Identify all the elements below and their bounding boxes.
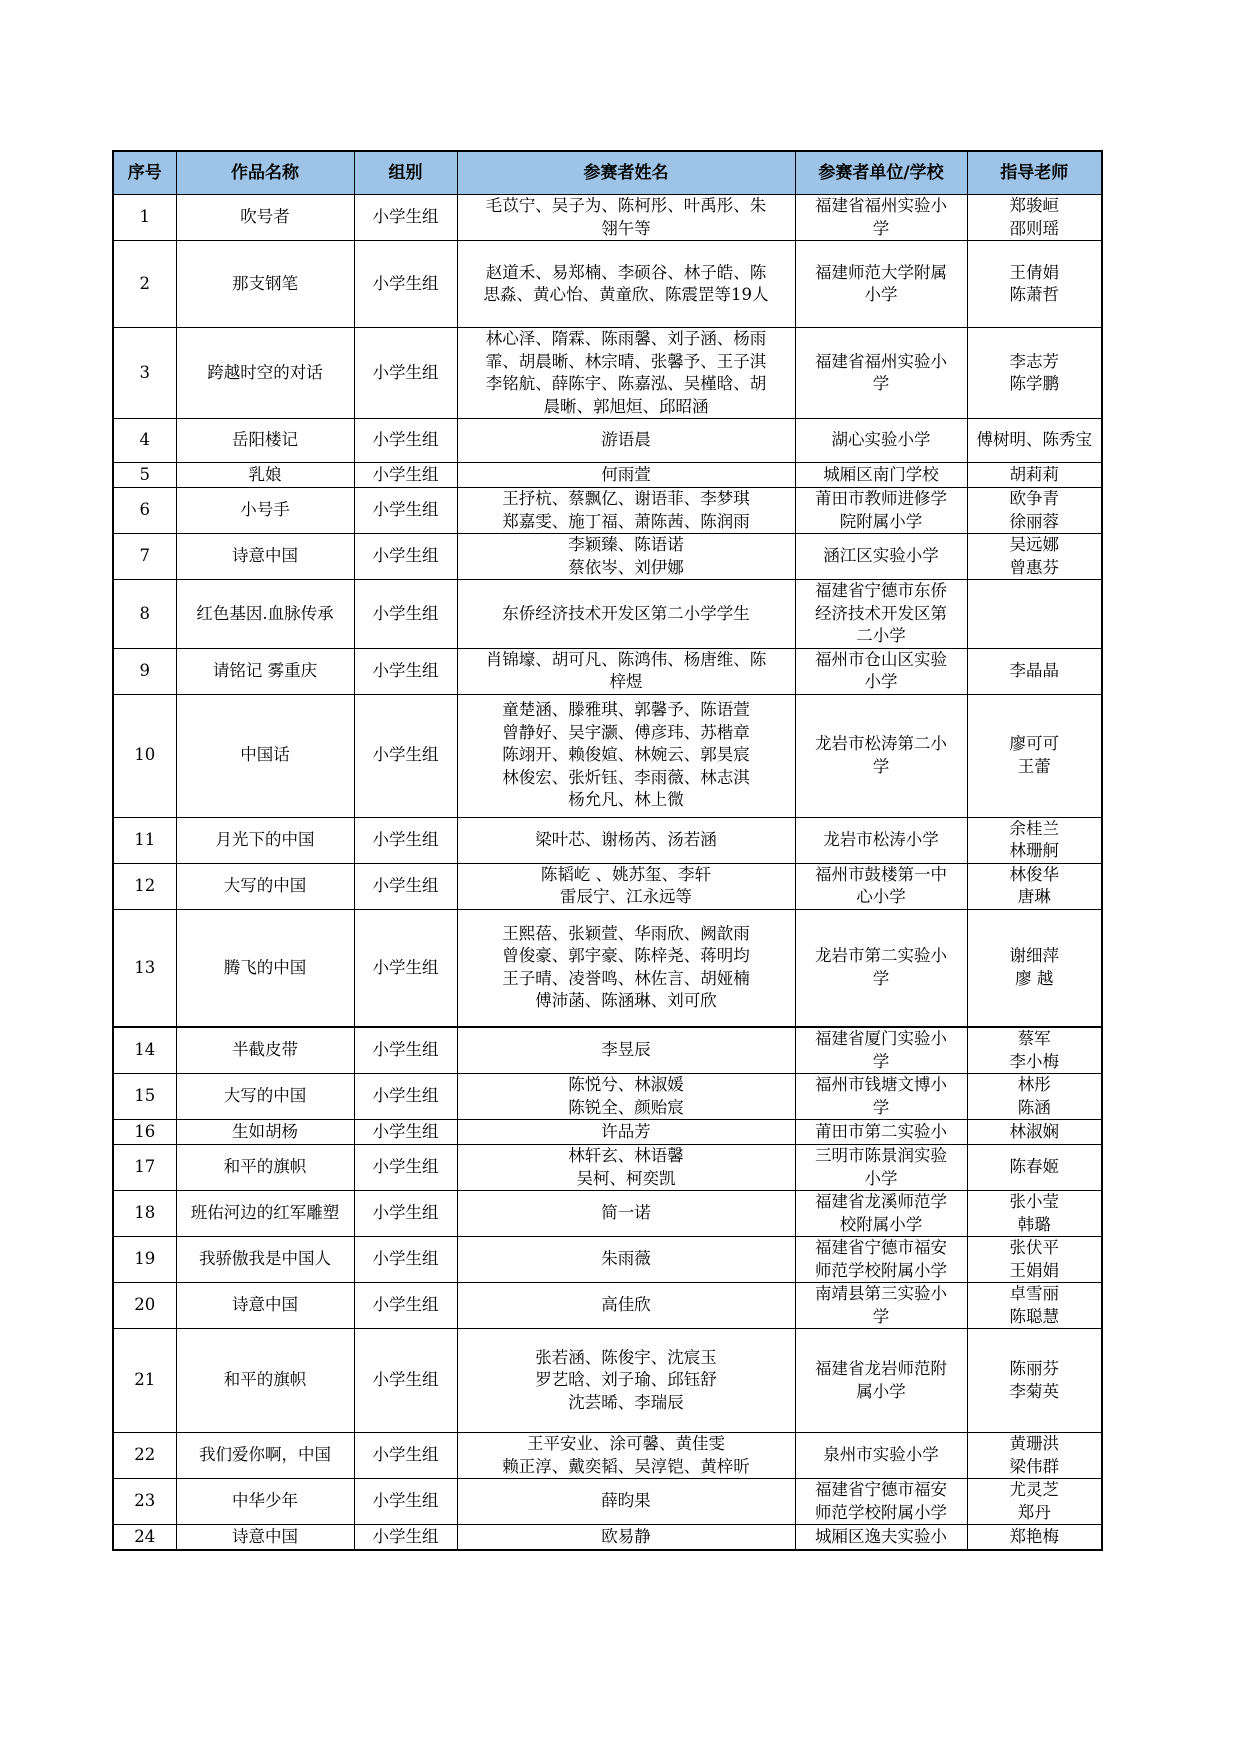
group: 小学生组 xyxy=(354,195,457,241)
teacher-names: 吴远娜 曾惠芬 xyxy=(967,534,1102,580)
teacher-names: 余桂兰 林珊舸 xyxy=(967,817,1102,863)
school-unit: 福建省福州实验小 学 xyxy=(795,328,967,419)
row-index: 24 xyxy=(113,1525,176,1550)
awards-table xyxy=(112,150,1103,1551)
row-index: 18 xyxy=(113,1191,176,1237)
group: 小学生组 xyxy=(354,1329,457,1433)
school-unit: 福建省宁德市福安 师范学校附属小学 xyxy=(795,1237,967,1283)
table-row xyxy=(113,580,1102,649)
group: 小学生组 xyxy=(354,1027,457,1074)
participant-names: 陈悦兮、林淑媛 陈锐全、颜贻宸 xyxy=(457,1074,795,1120)
teacher-names: 林彤 陈涵 xyxy=(967,1074,1102,1120)
header-teacher: 指导老师 xyxy=(967,151,1102,195)
teacher-names: 廖可可 王蕾 xyxy=(967,694,1102,817)
work-title: 腾飞的中国 xyxy=(176,909,354,1027)
participant-names: 林轩玄、林语馨 吴柯、柯奕凯 xyxy=(457,1145,795,1191)
row-index: 11 xyxy=(113,817,176,863)
work-title: 那支钢笔 xyxy=(176,241,354,328)
row-index: 15 xyxy=(113,1074,176,1120)
group: 小学生组 xyxy=(354,1237,457,1283)
table-row xyxy=(113,648,1102,694)
row-index: 7 xyxy=(113,534,176,580)
row-index: 5 xyxy=(113,463,176,488)
table-row xyxy=(113,534,1102,580)
teacher-names: 谢细萍 廖 越 xyxy=(967,909,1102,1027)
header-index: 序号 xyxy=(113,151,176,195)
group: 小学生组 xyxy=(354,534,457,580)
teacher-names: 傅树明、陈秀宝 xyxy=(967,419,1102,463)
group: 小学生组 xyxy=(354,1120,457,1145)
teacher-names: 郑艳梅 xyxy=(967,1525,1102,1550)
teacher-names: 李晶晶 xyxy=(967,648,1102,694)
work-title: 我们爱你啊，中国 xyxy=(176,1433,354,1479)
work-title: 班佑河边的红军雕塑 xyxy=(176,1191,354,1237)
header-work-title: 作品名称 xyxy=(176,151,354,195)
teacher-names: 王倩娟 陈萧哲 xyxy=(967,241,1102,328)
header-row xyxy=(113,151,1102,195)
row-index: 16 xyxy=(113,1120,176,1145)
work-title: 请铭记 雾重庆 xyxy=(176,648,354,694)
school-unit: 莆田市第二实验小 xyxy=(795,1120,967,1145)
school-unit: 福建省龙岩师范附 属小学 xyxy=(795,1329,967,1433)
row-index: 14 xyxy=(113,1027,176,1074)
group: 小学生组 xyxy=(354,863,457,909)
group: 小学生组 xyxy=(354,1479,457,1525)
group: 小学生组 xyxy=(354,419,457,463)
row-index: 10 xyxy=(113,694,176,817)
participant-names: 游语晨 xyxy=(457,419,795,463)
group: 小学生组 xyxy=(354,694,457,817)
participant-names: 简一诺 xyxy=(457,1191,795,1237)
participant-names: 李昱辰 xyxy=(457,1027,795,1074)
school-unit: 福建省宁德市东侨 经济技术开发区第 二小学 xyxy=(795,580,967,649)
teacher-names: 蔡军 李小梅 xyxy=(967,1027,1102,1074)
work-title: 和平的旗帜 xyxy=(176,1145,354,1191)
row-index: 13 xyxy=(113,909,176,1027)
participant-names: 王平安业、涂可馨、黄佳雯 赖正淳、戴奕韬、吴淳铠、黄梓昕 xyxy=(457,1433,795,1479)
school-unit: 福建省宁德市福安 师范学校附属小学 xyxy=(795,1479,967,1525)
work-title: 月光下的中国 xyxy=(176,817,354,863)
table-row xyxy=(113,1237,1102,1283)
participant-names: 林心泽、隋霖、陈雨馨、刘子涵、杨雨 霏、胡晨晰、林宗晴、张馨予、王子淇 李铭航、薛陈宇、陈嘉泓、吴槿晗、胡 晨晰、郭旭烜、邱昭涵 xyxy=(457,328,795,419)
table-row xyxy=(113,817,1102,863)
table-row xyxy=(113,694,1102,817)
school-unit: 福建师范大学附属 小学 xyxy=(795,241,967,328)
group: 小学生组 xyxy=(354,817,457,863)
group: 小学生组 xyxy=(354,1145,457,1191)
work-title: 诗意中国 xyxy=(176,1283,354,1329)
table-row xyxy=(113,1145,1102,1191)
participant-names: 陈韬屹 、姚苏玺、李轩 雷辰宁、江永远等 xyxy=(457,863,795,909)
school-unit: 泉州市实验小学 xyxy=(795,1433,967,1479)
group: 小学生组 xyxy=(354,1074,457,1120)
header-group: 组别 xyxy=(354,151,457,195)
participant-names: 赵道禾、易郑楠、李硕谷、林子皓、陈 思淼、黄心怡、黄童欣、陈震罡等19人 xyxy=(457,241,795,328)
row-index: 8 xyxy=(113,580,176,649)
school-unit: 福建省福州实验小 学 xyxy=(795,195,967,241)
participant-names: 肖锦壕、胡可凡、陈鸿伟、杨唐维、陈 梓煜 xyxy=(457,648,795,694)
teacher-names: 陈丽芬 李菊英 xyxy=(967,1329,1102,1433)
table-row xyxy=(113,1433,1102,1479)
participant-names: 欧易静 xyxy=(457,1525,795,1550)
table-row xyxy=(113,1027,1102,1074)
table-row xyxy=(113,1525,1102,1550)
row-index: 12 xyxy=(113,863,176,909)
work-title: 大写的中国 xyxy=(176,863,354,909)
participant-names: 梁叶芯、谢杨芮、汤若涵 xyxy=(457,817,795,863)
teacher-names: 张小莹 韩璐 xyxy=(967,1191,1102,1237)
work-title: 吹号者 xyxy=(176,195,354,241)
work-title: 岳阳楼记 xyxy=(176,419,354,463)
work-title: 诗意中国 xyxy=(176,1525,354,1550)
work-title: 和平的旗帜 xyxy=(176,1329,354,1433)
table-row xyxy=(113,1074,1102,1120)
group: 小学生组 xyxy=(354,648,457,694)
school-unit: 福州市钱塘文博小 学 xyxy=(795,1074,967,1120)
table-row xyxy=(113,1479,1102,1525)
work-title: 我骄傲我是中国人 xyxy=(176,1237,354,1283)
school-unit: 龙岩市松涛第二小 学 xyxy=(795,694,967,817)
work-title: 诗意中国 xyxy=(176,534,354,580)
school-unit: 福建省龙溪师范学 校附属小学 xyxy=(795,1191,967,1237)
work-title: 半截皮带 xyxy=(176,1027,354,1074)
participant-names: 童楚涵、滕雅琪、郭馨予、陈语萱 曾静好、吴宇灏、傅彦玮、苏楷章 陈翊开、赖俊媗、林婉云、郭昊宸 林俊宏、张炘钰、李雨薇、林志淇 杨允凡、林上微 xyxy=(457,694,795,817)
header-participants: 参赛者姓名 xyxy=(457,151,795,195)
table-row xyxy=(113,863,1102,909)
group: 小学生组 xyxy=(354,909,457,1027)
group: 小学生组 xyxy=(354,488,457,534)
school-unit: 莆田市教师进修学 院附属小学 xyxy=(795,488,967,534)
school-unit: 福州市仓山区实验 小学 xyxy=(795,648,967,694)
teacher-names: 胡莉莉 xyxy=(967,463,1102,488)
row-index: 6 xyxy=(113,488,176,534)
table-row xyxy=(113,1283,1102,1329)
table-row xyxy=(113,195,1102,241)
work-title: 中国话 xyxy=(176,694,354,817)
school-unit: 涵江区实验小学 xyxy=(795,534,967,580)
table-row xyxy=(113,419,1102,463)
work-title: 中华少年 xyxy=(176,1479,354,1525)
row-index: 23 xyxy=(113,1479,176,1525)
group: 小学生组 xyxy=(354,1283,457,1329)
school-unit: 龙岩市第二实验小 学 xyxy=(795,909,967,1027)
row-index: 3 xyxy=(113,328,176,419)
row-index: 21 xyxy=(113,1329,176,1433)
group: 小学生组 xyxy=(354,580,457,649)
participant-names: 毛苡宁、吴子为、陈柯彤、叶禹彤、朱 翎午等 xyxy=(457,195,795,241)
teacher-names: 张伏平 王娟娟 xyxy=(967,1237,1102,1283)
school-unit: 福建省厦门实验小 学 xyxy=(795,1027,967,1074)
school-unit: 南靖县第三实验小 学 xyxy=(795,1283,967,1329)
participant-names: 许品芳 xyxy=(457,1120,795,1145)
school-unit: 福州市鼓楼第一中 心小学 xyxy=(795,863,967,909)
participant-names: 朱雨薇 xyxy=(457,1237,795,1283)
participant-names: 李颖臻、陈语诺 蔡依岑、刘伊娜 xyxy=(457,534,795,580)
work-title: 乳娘 xyxy=(176,463,354,488)
teacher-names: 欧争青 徐丽蓉 xyxy=(967,488,1102,534)
school-unit: 城厢区逸夫实验小 xyxy=(795,1525,967,1550)
group: 小学生组 xyxy=(354,1191,457,1237)
participant-names: 王抒杭、蔡飘亿、谢语菲、李梦琪 郑嘉雯、施丁福、萧陈茜、陈润雨 xyxy=(457,488,795,534)
teacher-names: 陈春姬 xyxy=(967,1145,1102,1191)
row-index: 1 xyxy=(113,195,176,241)
row-index: 2 xyxy=(113,241,176,328)
row-index: 20 xyxy=(113,1283,176,1329)
work-title: 大写的中国 xyxy=(176,1074,354,1120)
participant-names: 王熙蓓、张颖萱、华雨欣、阙歆雨 曾俊豪、郭宇豪、陈梓尧、蒋明均 王子晴、凌誉鸣、林佐言、胡娅楠 傅沛菡、陈涵琳、刘可欣 xyxy=(457,909,795,1027)
participant-names: 薛昀果 xyxy=(457,1479,795,1525)
row-index: 9 xyxy=(113,648,176,694)
row-index: 4 xyxy=(113,419,176,463)
teacher-names: 尤灵芝 郑丹 xyxy=(967,1479,1102,1525)
participant-names: 高佳欣 xyxy=(457,1283,795,1329)
table-row xyxy=(113,1191,1102,1237)
participant-names: 张若涵、陈俊宇、沈宸玉 罗艺晗、刘子瑜、邱钰舒 沈芸晞、李瑞辰 xyxy=(457,1329,795,1433)
participant-names: 何雨萱 xyxy=(457,463,795,488)
table-row xyxy=(113,909,1102,1027)
table-row xyxy=(113,463,1102,488)
table-row xyxy=(113,1120,1102,1145)
group: 小学生组 xyxy=(354,1525,457,1550)
table-row xyxy=(113,328,1102,419)
school-unit: 城厢区南门学校 xyxy=(795,463,967,488)
group: 小学生组 xyxy=(354,463,457,488)
teacher-names: 林俊华 唐琳 xyxy=(967,863,1102,909)
work-title: 生如胡杨 xyxy=(176,1120,354,1145)
teacher-names xyxy=(967,580,1102,649)
row-index: 22 xyxy=(113,1433,176,1479)
work-title: 红色基因.血脉传承 xyxy=(176,580,354,649)
participant-names: 东侨经济技术开发区第二小学学生 xyxy=(457,580,795,649)
table-row xyxy=(113,1329,1102,1433)
teacher-names: 卓雪丽 陈聪慧 xyxy=(967,1283,1102,1329)
header-school: 参赛者单位/学校 xyxy=(795,151,967,195)
row-index: 19 xyxy=(113,1237,176,1283)
teacher-names: 李志芳 陈学鹏 xyxy=(967,328,1102,419)
school-unit: 龙岩市松涛小学 xyxy=(795,817,967,863)
group: 小学生组 xyxy=(354,328,457,419)
table-row xyxy=(113,241,1102,328)
table-row xyxy=(113,488,1102,534)
work-title: 小号手 xyxy=(176,488,354,534)
teacher-names: 林淑娴 xyxy=(967,1120,1102,1145)
work-title: 跨越时空的对话 xyxy=(176,328,354,419)
group: 小学生组 xyxy=(354,1433,457,1479)
teacher-names: 黄珊洪 梁伟群 xyxy=(967,1433,1102,1479)
row-index: 17 xyxy=(113,1145,176,1191)
school-unit: 三明市陈景润实验 小学 xyxy=(795,1145,967,1191)
school-unit: 湖心实验小学 xyxy=(795,419,967,463)
teacher-names: 郑骏峘 邵则瑶 xyxy=(967,195,1102,241)
group: 小学生组 xyxy=(354,241,457,328)
